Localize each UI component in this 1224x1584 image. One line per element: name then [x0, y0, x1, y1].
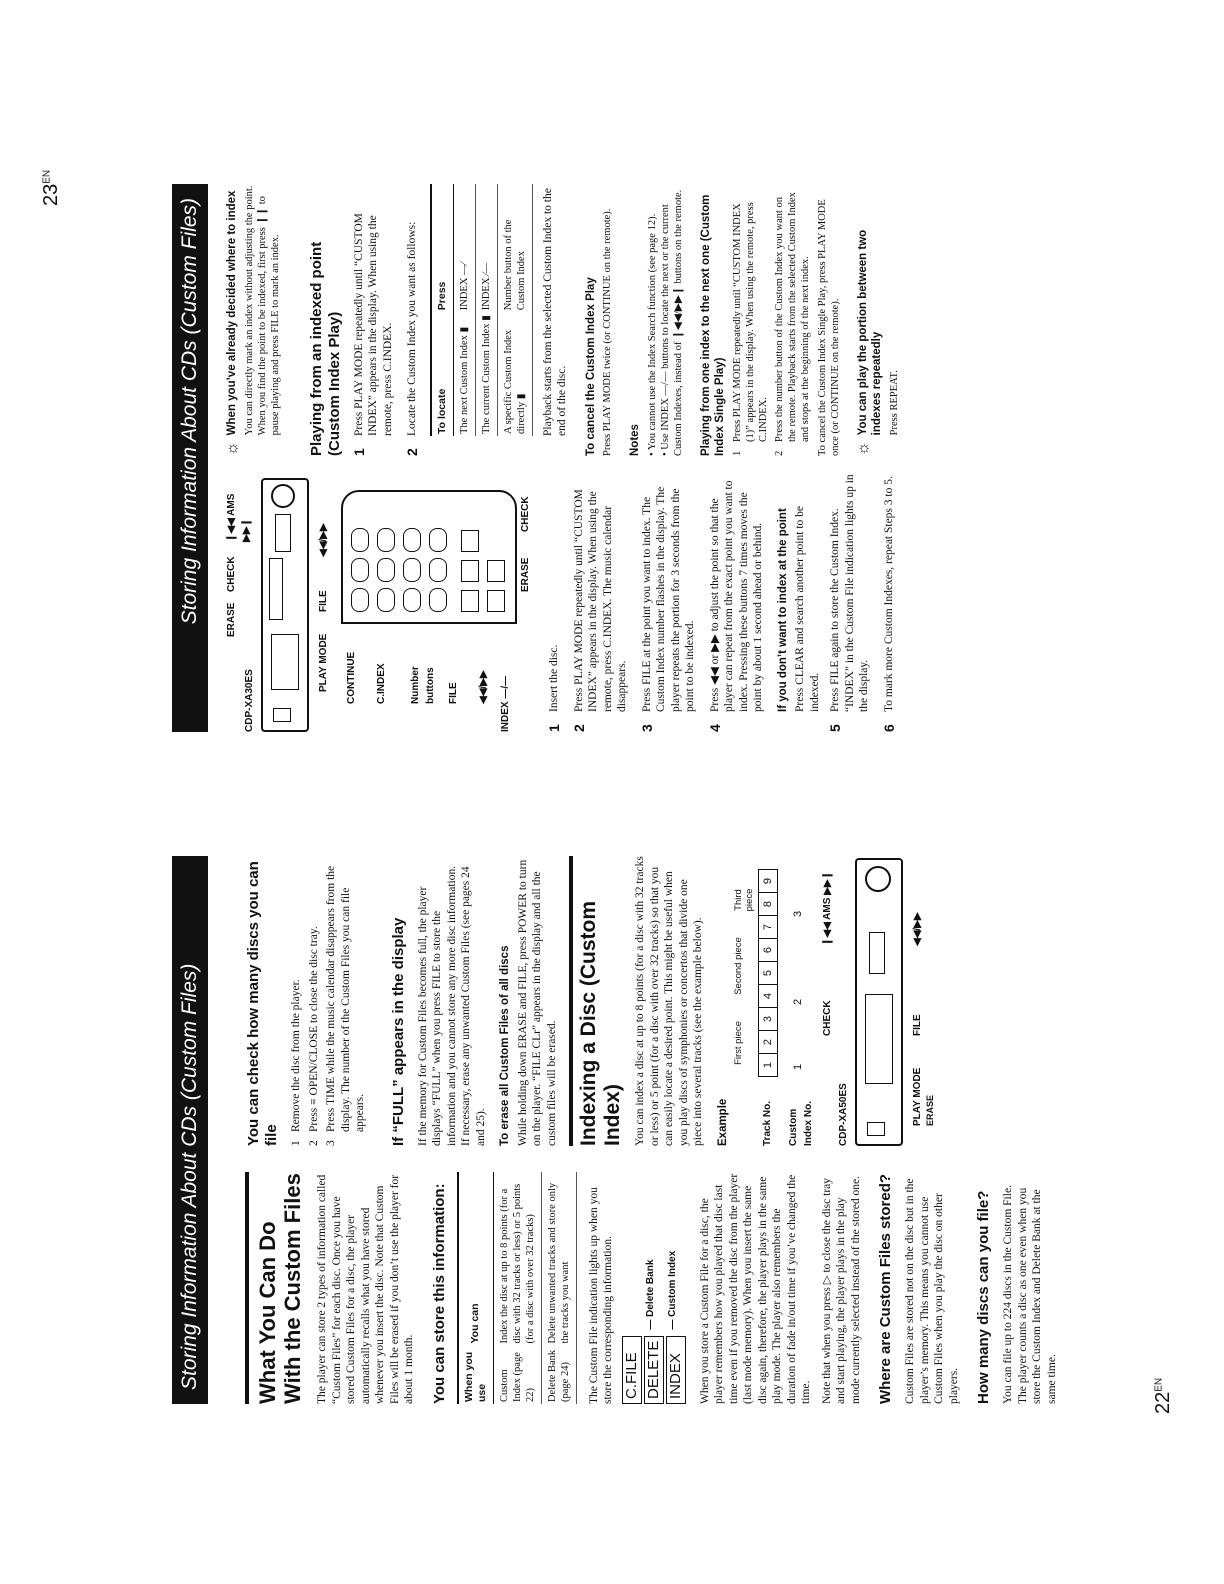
disc-tray[interactable]: [269, 558, 283, 620]
list-item: [572, 474, 630, 732]
file-indicator-diagram: [622, 1172, 688, 1404]
playback-text: Playback starts from the selected Custom Index to the end of the disc.: [541, 188, 568, 436]
example-label: Example: [716, 1098, 729, 1146]
remote-button[interactable]: [461, 590, 479, 612]
remote-button[interactable]: [351, 588, 369, 612]
table-cell: Delete Bank (page 24): [541, 1346, 576, 1404]
locate-table-header: [431, 184, 454, 436]
column-3: [225, 474, 906, 732]
label-skip: ◀◀/▶▶: [912, 912, 923, 946]
step-number: 1: [731, 450, 743, 456]
remote-button[interactable]: [351, 558, 369, 582]
step-text: Insert the disc.: [548, 644, 560, 712]
step-number: 5: [827, 724, 843, 732]
table-cell: A specific Custom Index directly ▮: [497, 312, 532, 436]
remote-button[interactable]: [351, 528, 369, 552]
remote-button[interactable]: [461, 560, 479, 582]
howmany-heading: How many discs can you file?: [975, 1190, 992, 1404]
jog-dial[interactable]: [271, 484, 295, 508]
erase-heading: To erase all Custom Files of all discs: [499, 945, 511, 1146]
check-step-text: Press ≡ OPEN/CLOSE to close the disc tray.: [307, 926, 320, 1132]
control-buttons[interactable]: [869, 932, 885, 974]
track-cell: 8: [758, 892, 778, 916]
label-ams: ❙◀◀ AMS ▶▶❙: [226, 493, 252, 542]
piece-label: First piece: [733, 1021, 744, 1065]
label-skip: ◀◀/▶▶: [478, 670, 489, 704]
cfile-indicator: C.FILE: [622, 1336, 642, 1404]
store-table-col-can: You can: [458, 1172, 494, 1346]
label-check-remote: CHECK: [520, 496, 531, 532]
note-text: Use INDEX —/— buttons to locate the next or the current Custom Indexes, instead of ❙◀◀/▶▶❙ buttons on the remote.: [659, 189, 684, 456]
label-play-mode: PLAY MODE: [912, 1067, 923, 1126]
note-text: Note that when you press ▷ to close the disc tray and start playing, the player plays in the play mode currently selected instead of the stored one.: [820, 1175, 862, 1404]
list-item: 3 Press TIME while the music calendar disappears from the display. The number of the Custom Files you can file appears.: [324, 856, 368, 1146]
step-number: 2: [570, 724, 587, 732]
track-cell: 1: [758, 1053, 778, 1077]
track-cell: 7: [758, 915, 778, 939]
check-steps: [289, 856, 368, 1146]
note-text: You cannot use the Index Search function (see page 12).: [646, 213, 658, 451]
remote-button[interactable]: [377, 558, 395, 582]
index-steps-b: [828, 474, 896, 732]
page-number-left: [1152, 1378, 1175, 1414]
label-file: FILE: [912, 1014, 923, 1036]
step-number: 1: [546, 724, 562, 732]
remote-button[interactable]: [487, 560, 505, 582]
column-1: [245, 1172, 1065, 1404]
indication-text: The Custom File indication lights up when you store the corresponding information.: [587, 1187, 614, 1404]
dont-index-heading: If you don’t want to index at the point: [776, 508, 789, 712]
locate-col-press: Press: [431, 184, 454, 312]
step-text: Press FILE at the point you want to index. The Custom Index number flashes in the display. The player repeats the portion for 3 seconds from the point to be indexed.: [640, 486, 696, 712]
list-item: [640, 474, 698, 732]
list-item: [708, 474, 766, 732]
note-item: • Use INDEX —/— buttons to locate the next or the current Custom Indexes, instead of ❙◀◀/▶▶❙ buttons on the remote.: [659, 189, 684, 456]
remote-button[interactable]: [403, 528, 421, 552]
step-number: 3: [638, 724, 655, 732]
control-buttons[interactable]: [275, 514, 291, 552]
step-number: 2: [404, 448, 420, 456]
remote-button[interactable]: [403, 588, 421, 612]
tip-body: [225, 184, 282, 435]
display-window: [865, 994, 893, 1084]
check-step-text: Press TIME while the music calendar disappears from the display. The number of the Custom Files you can file appears.: [325, 865, 366, 1132]
left-header-band: [172, 856, 208, 1404]
indexing-heading: Indexing a Disc (Custom Index): [569, 856, 625, 1146]
label-index: INDEX —/—: [500, 675, 511, 732]
piece-labels: [733, 878, 755, 1076]
index-number: 2: [792, 998, 804, 1005]
table-cell: Number button of the Custom Index: [497, 184, 532, 312]
tip-repeat: [856, 184, 901, 456]
track-cell: 2: [758, 1030, 778, 1054]
tip-heading: You can play the portion between two indexes repeatedly: [856, 229, 883, 436]
display-window: [271, 634, 299, 690]
locate-table: [430, 184, 533, 436]
xa30es-diagram: [225, 474, 337, 732]
howmany-text: You can file up to 224 discs in the Custom File. The player counts a disc as one even when you store the Custom Index and Delete Bank at the same time.: [1002, 1185, 1058, 1404]
step-text: Press ◀◀ or ▶▶ to adjust the point so that the player can repeat from the exact point you want to index. Pressing these buttons 7 times moves the point by about 1 second ahead or behind.: [708, 480, 764, 712]
label-cindex: C.INDEX: [376, 663, 387, 704]
track-no-label: Track No.: [762, 1100, 773, 1146]
custom-index-callout: — Custom Index: [667, 1250, 678, 1330]
xa50es-model-label: CDP-XA50ES: [838, 1083, 849, 1146]
piece-label: Third piece: [733, 888, 755, 912]
table-cell: The current Custom Index ▮: [475, 312, 497, 436]
custom-index-callout-text: Custom Index: [667, 1250, 678, 1317]
note-item: • You cannot use the Index Search function (see page 12).: [646, 213, 658, 456]
lightbulb-icon: ☼: [224, 441, 241, 456]
right-header-band: [172, 184, 208, 732]
page-number-right: [40, 170, 63, 206]
full-heading: If “FULL” appears in the display: [389, 917, 407, 1146]
table-cell: INDEX —∕: [453, 184, 475, 312]
cancel-text: Press PLAY MODE twice (or CONTINUE on the remote).: [602, 208, 613, 456]
label-ams: ❙◀◀ AMS ▶▶❙: [822, 871, 833, 946]
remote-button[interactable]: [487, 590, 505, 612]
index-number: 3: [792, 910, 804, 917]
list-item: [773, 184, 812, 456]
step-number: 1: [350, 448, 367, 456]
table-row: [493, 1172, 541, 1404]
column-4: [225, 184, 901, 456]
memory-text: When you store a Custom File for a disc, the player remembers how you played that disc last time even if you removed the disc from the player (last mode memory). When you insert the same disc again, therefore, the player plays in the same play mode. The player also remembers the duration of fade in/out time if you’ve changed the time.: [698, 1173, 812, 1404]
indexing-text: You can index a disc at up to 8 points (for a disc with 32 tracks or less) or 5 point (for a disc with over 32 tracks) so that you can easily locate a desired point. This might be useful when you play discs of symphonies or concertos that divide one piece into several tracks (see the example below).: [634, 856, 704, 1146]
display-indicator-stack: [622, 1336, 688, 1404]
index-number: 1: [792, 1063, 804, 1070]
page-number-left-value: 22: [1152, 1391, 1174, 1414]
remote-control: [341, 490, 517, 624]
xa30es-model-label: CDP-XA30ES: [244, 669, 255, 732]
track-cell: 3: [758, 1007, 778, 1031]
table-row: [497, 184, 532, 436]
store-table-col-when: When you use: [458, 1346, 494, 1404]
right-header-title: Storing Information About CDs (Custom Files): [178, 198, 201, 625]
step-text: Press PLAY MODE repeatedly until “CUSTOM INDEX (1)” appears in the display. When using the remote, press C.INDEX.: [731, 202, 769, 442]
remote-diagram: [341, 474, 531, 732]
play-steps: [352, 184, 420, 456]
check-step-text: Remove the disc from the player.: [290, 979, 302, 1132]
remote-button[interactable]: [461, 530, 479, 552]
delete-indicator: DELETE: [644, 1336, 664, 1404]
table-cell: Custom Index (page 22): [493, 1346, 541, 1404]
tip-text: You can directly mark an index without adjusting the point. When you find the point to be indexed, first press ❙❙ to pause playing and press FILE to mark an index.: [243, 185, 281, 436]
step-text: To mark more Custom Indexes, repeat Steps 3 to 5.: [882, 476, 895, 712]
delete-bank-callout: — Delete Bank: [644, 1259, 656, 1330]
remote-button[interactable]: [429, 558, 447, 582]
label-file: FILE: [318, 590, 329, 612]
step-text: Press PLAY MODE repeatedly until “CUSTOM INDEX” appears in the display. When using the remote, press C.INDEX.: [352, 213, 394, 436]
delete-bank-callout-text: Delete Bank: [644, 1259, 656, 1317]
page-number-left-suffix: EN: [1153, 1377, 1165, 1392]
full-text: If the memory for Custom Files becomes full, the player displays “FULL” when you press FILE to store the information and you cannot store any more disc information. If necessary, erase any unwanted Custom Files (see pages 24 and 25).: [416, 865, 487, 1146]
label-skip: ◀◀/▶▶: [318, 523, 329, 557]
track-cell: 9: [758, 869, 778, 893]
table-cell: Delete unwanted tracks and store only the tracks you want: [541, 1172, 576, 1346]
list-item: 2 Press ≡ OPEN/CLOSE to close the disc tray.: [307, 926, 320, 1146]
page-number-right-value: 23: [40, 183, 62, 206]
store-table-header: [458, 1172, 494, 1404]
cd-player-body: [855, 858, 903, 1146]
step-text: Press PLAY MODE repeatedly until “CUSTOM INDEX” appears in the display. When using the remote, press C.INDEX. The music calendar disappears.: [572, 489, 628, 712]
index-indicator: INDEX: [666, 1336, 686, 1404]
tip-heading: When you’ve already decided where to index: [226, 190, 238, 436]
remote-button[interactable]: [429, 588, 447, 612]
table-row: [541, 1172, 576, 1404]
track-grid: [758, 869, 778, 1076]
table-cell: INDEX ∕—: [475, 184, 497, 312]
label-check: CHECK: [226, 556, 237, 592]
table-cell: The next Custom Index ▮: [453, 312, 475, 436]
index-steps: [547, 474, 766, 732]
label-play-mode: PLAY MODE: [318, 633, 329, 692]
indicator-callouts: [622, 1251, 681, 1330]
list-item: 1 Remove the disc from the player.: [290, 979, 302, 1146]
label-continue: CONTINUE: [346, 651, 357, 704]
page-number-right-suffix: EN: [41, 169, 53, 184]
store-heading: You can store this information:: [430, 1183, 448, 1404]
step-text: Press the number button of the Custom Index you want on the remote. Playback starts from the selected Custom Index and stops at the beginning of the next index.: [773, 192, 811, 442]
single-cancel-text: To cancel the Custom Index Single Play, press PLAY MODE once (or CONTINUE on the remote).: [816, 199, 841, 456]
power-button[interactable]: [273, 708, 291, 722]
label-check: CHECK: [822, 1000, 833, 1036]
custom-index-no-label: Custom Index No.: [788, 1100, 814, 1146]
step-number: 2: [773, 450, 785, 456]
table-row: [475, 184, 497, 436]
track-cell: 6: [758, 938, 778, 962]
remote-button[interactable]: [403, 558, 421, 582]
list-item: [405, 184, 420, 456]
cancel-heading: To cancel the Custom Index Play: [584, 277, 597, 456]
table-cell: Index the disc at up to 8 points (for a disc with 32 tracks or less) or 5 points (for a disc with over 32 tracks): [493, 1172, 541, 1346]
list-item: [882, 474, 897, 732]
remote-button[interactable]: [429, 528, 447, 552]
label-number-buttons: Number buttons: [410, 666, 436, 704]
step-number: 4: [706, 724, 723, 732]
notes-heading: Notes: [629, 424, 641, 456]
cd-player-body: [261, 478, 309, 732]
label-erase: ERASE: [226, 602, 237, 637]
play-heading: Playing from an indexed point (Custom Index Play): [307, 241, 343, 456]
piece-label: Second piece: [733, 937, 744, 995]
left-header-title: Storing Information About CDs (Custom Files): [178, 963, 201, 1390]
label-file: FILE: [448, 682, 459, 704]
step-number: 6: [880, 724, 897, 732]
list-item: [731, 184, 770, 456]
list-item: [547, 474, 562, 732]
track-cell: 4: [758, 984, 778, 1008]
remote-button[interactable]: [377, 588, 395, 612]
step-text: Press FILE again to store the Custom Index. “INDEX” in the Custom File indication lights up in the display.: [829, 474, 870, 712]
label-erase-remote: ERASE: [520, 557, 531, 592]
tip-already-decided: [225, 184, 282, 456]
store-table: [457, 1172, 577, 1404]
label-erase: ERASE: [925, 1094, 935, 1126]
step-text: Locate the Custom Index you want as follows:: [406, 221, 418, 436]
remote-button[interactable]: [377, 528, 395, 552]
column-2: [245, 856, 935, 1146]
tip-body: [856, 184, 901, 435]
where-text: Custom Files are stored not on the disc but in the player’s memory. This means you cannot use Custom Files when you play the disc on other players.: [904, 1178, 960, 1404]
section-title-custom-files: What You Can Do With the Custom Files: [245, 1172, 305, 1404]
jog-dial[interactable]: [865, 866, 891, 892]
table-row: [453, 184, 475, 436]
power-button[interactable]: [867, 1122, 885, 1136]
intro-text: The player can store 2 types of information called “Custom Files” for each disc. Once you have stored Custom Files for a disc, the player automatically recalls what you have stored whenever you insert the disc. Note that Custom Files will be erased if you don’t use the player for about 1 month.: [316, 1174, 415, 1404]
tip-text: Press REPEAT.: [888, 370, 900, 436]
track-index-example: [733, 856, 815, 1146]
lightbulb-icon: ☼: [854, 441, 872, 456]
where-heading: Where are Custom Files stored?: [877, 1173, 894, 1404]
check-heading: You can check how many discs you can file: [245, 861, 280, 1146]
track-cell: 5: [758, 961, 778, 985]
list-item: [352, 184, 396, 456]
locate-col-to: To locate: [431, 312, 454, 436]
xa50es-diagram: [821, 856, 935, 1146]
single-play-heading: Playing from one index to the next one (Custom Index Single Play): [699, 194, 726, 456]
list-item: [828, 474, 872, 732]
dont-index-text: Press CLEAR and search another point to be indexed.: [794, 506, 821, 712]
erase-text: While holding down ERASE and FILE, press POWER to turn on the player. “FILE CLr” appears in the display and all the custom files will be erased.: [516, 859, 558, 1146]
